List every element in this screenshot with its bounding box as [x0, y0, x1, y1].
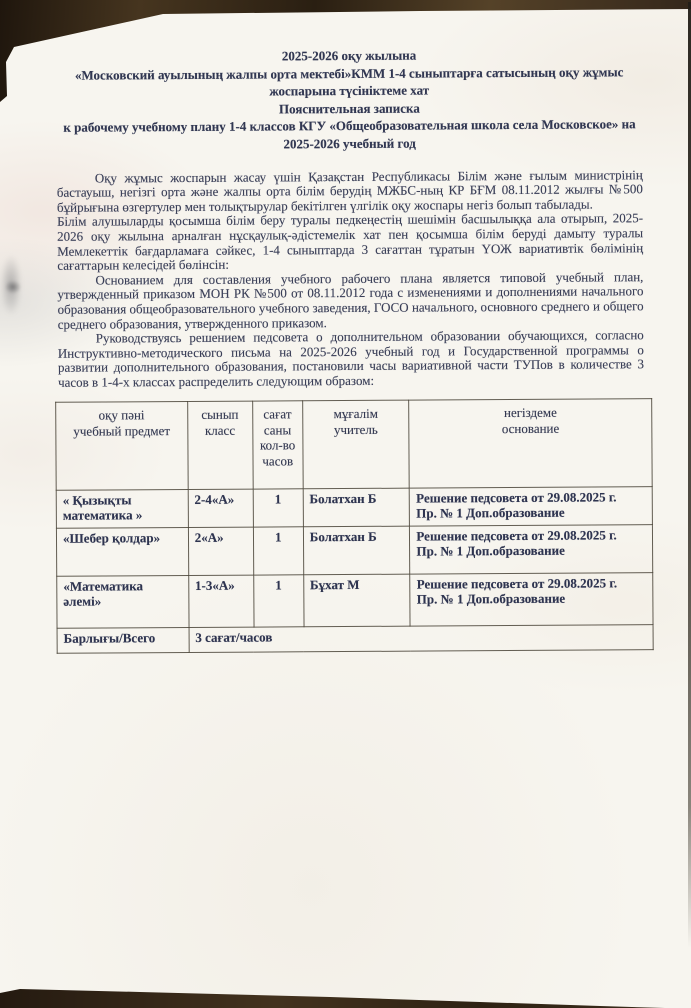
cell-subject: «Математика әлемі» [57, 576, 189, 629]
scan-edge-bottom [0, 980, 691, 1008]
schedule-table [55, 399, 654, 655]
scan-smudge-dark [2, 278, 24, 296]
header-grade: сынып класс [187, 402, 252, 490]
cell-teacher: Бұхат М [303, 575, 410, 628]
table-header-row [56, 399, 653, 491]
cell-hours: 1 [253, 575, 303, 627]
header-basis: негіздеме основание [409, 399, 652, 488]
cell-hours: 1 [253, 489, 303, 527]
table-row [56, 487, 652, 529]
paragraph-basis-russian: Основанием для составления учебного рабочего плана является типовой учебный план, утвержденный приказом МОН РК №500 от 08.11.2012 года с изменениями и дополнениями начального образования общеобразовательного учебного заведения, ГОСО начального, основного среднего и общего среднего образования, утвержденного приказом. [57, 268, 644, 332]
document-content [56, 45, 646, 654]
cell-grade: 2«А» [188, 528, 253, 576]
header-teacher: мұғалім учитель [302, 401, 409, 490]
header-hours: сағат саны кол-во часов [252, 401, 303, 489]
cell-subject: «Шебер қолдар» [56, 528, 188, 577]
title-line-russian-subheading: к рабочему учебному плану 1-4 классов КГУ «Общеобразовательная школа села Московское» на 2025-2026 учебный год [63, 116, 636, 152]
cell-grade: 1-3«А» [188, 576, 253, 628]
cell-hours: 1 [253, 527, 303, 575]
table-row [57, 573, 653, 629]
title-line-russian-heading: Пояснительная записка [278, 100, 420, 117]
header-subject: оқу пәні учебный предмет [56, 402, 188, 491]
title-line-year: 2025-2026 оқу жылына [281, 47, 417, 64]
cell-basis: Решение педсовета от 29.08.2025 г. Пр. № 1 Доп.образование [410, 525, 653, 574]
paragraph-distribution-russian: Руководствуясь решением педсовета о дополнительном образовании обучающихся, согласно Инструктивно-методического письма на 2025-2026 учебный год и Государственной программы о развитии дополнительного образования, постановили часы вариативной части ТУПов в количестве 3 часов в 1-4-х классах распределить следующим образом: [57, 327, 644, 390]
table-total-row [57, 625, 653, 654]
paragraph-basis-kazakh: Оқу жұмыс жоспарын жасау үшін Қазақстан Республикасы Білім және ғылым министрінің бастауыш, негізгі орта және жалпы орта білім берудің МЖБС-ның КР БҒМ 08.11.2012 жылғы №500 бұйрығына өзгертулер мен толықтырулар бекітілген үлгілік оқу жоспары негіз болып табылады. [56, 166, 643, 215]
cell-teacher: Болатхан Б [303, 527, 410, 576]
document-title [56, 45, 643, 154]
title-line-kazakh: «Московский ауылының жалпы орта мектебі»КММ 1-4 сыныптарға сатысының оқу жұмыс жоспарына түсініктеме хат [74, 63, 624, 99]
total-label: Барлығы/Всего [57, 628, 189, 654]
paragraph-distribution-kazakh: Білім алушыларды қосымша білім беру туралы педкеңестің шешімін басшылыққа ала отырып, 2025-2026 оқу жылына арналған нұсқаулық-әдістемелік хат пен қосымша білім беруді дамыту туралы Мемлекеттік бағдарламаға сәйкес, 1-4 сыныптарда 3 сағаттан тұратын ҮОЖ вариативтік бөлімінің сағаттарын келесідей бөлінсін: [57, 210, 644, 273]
cell-grade: 2-4«А» [188, 490, 253, 528]
cell-subject: « Қызықты математика » [56, 490, 188, 529]
total-value: 3 сағат/часов [189, 625, 653, 653]
cell-basis: Решение педсовета от 29.08.2025 г. Пр. № 1 Доп.образование [410, 573, 653, 626]
cell-teacher: Болатхан Б [303, 489, 410, 528]
cell-basis: Решение педсовета от 29.08.2025 г. Пр. № 1 Доп.образование [410, 487, 653, 526]
table-row [56, 525, 652, 577]
